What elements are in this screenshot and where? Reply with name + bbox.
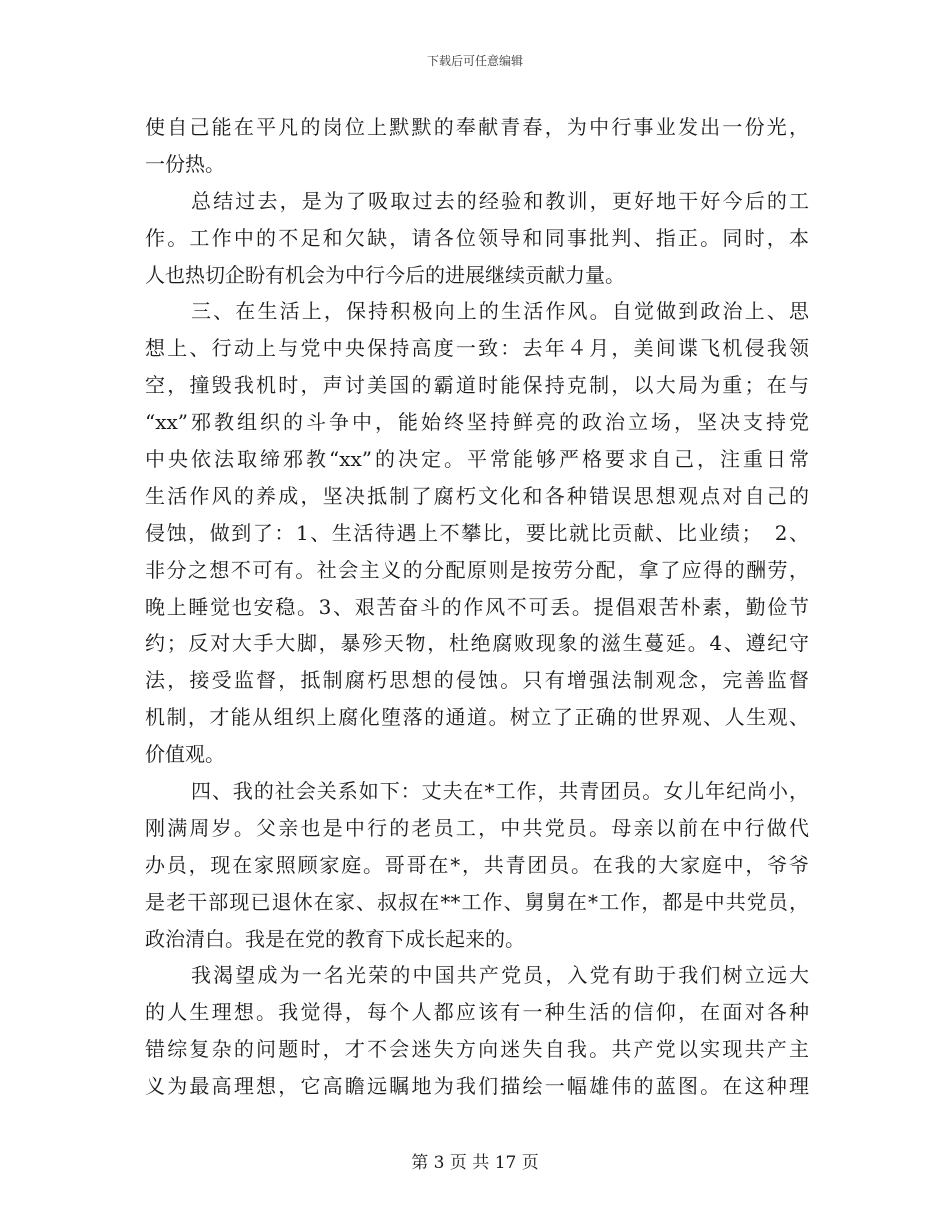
text-line: 空，撞毁我机时，声讨美国的霸道时能保持克制，以大局为重；在与 [145, 373, 809, 398]
text-line: 三、在生活上，保持积极向上的生活作风。自觉做到政治上、思 [191, 299, 809, 324]
paragraph [145, 773, 809, 957]
text-line: 一份热。 [145, 151, 225, 176]
text-line: 晚上睡觉也安稳。3、艰苦奋斗的作风不可丢。提倡艰苦朴素，勤俭节 [145, 594, 809, 619]
text-line: 作。工作中的不足和欠缺，请各位领导和同事批判、指正。同时，本 [145, 225, 809, 250]
text-line: 办员，现在家照顾家庭。哥哥在*，共青团员。在我的大家庭中，爷爷 [145, 852, 809, 877]
text-line: 生活作风的养成，坚决抵制了腐朽文化和各种错误思想观点对自己的 [145, 483, 809, 508]
text-line: 的人生理想。我觉得，每个人都应该有一种生活的信仰，在面对各种 [145, 1000, 809, 1025]
text-line: 中央依法取缔邪教“xx”的决定。平常能够严格要求自己，注重日常 [145, 447, 809, 472]
page-number-footer: 第 3 页 共 17 页 [411, 1153, 539, 1173]
text-line: 法，接受监督，抵制腐朽思想的侵蚀。只有增强法制观念，完善监督 [145, 668, 809, 693]
text-line: “xx”邪教组织的斗争中，能始终坚持鲜亮的政治立场，坚决支持党 [145, 410, 809, 435]
text-line: 是老干部现已退休在家、叔叔在**工作、舅舅在*工作，都是中共党员， [145, 889, 809, 914]
text-line: 非分之想不可有。社会主义的分配原则是按劳分配，拿了应得的酬劳， [145, 557, 809, 582]
text-line: 义为最高理想，它高瞻远瞩地为我们描绘一幅雄伟的蓝图。在这种理 [145, 1074, 809, 1099]
text-line: 侵蚀，做到了：1、生活待遇上不攀比，要比就比贡献、比业绩； 2、 [145, 520, 809, 545]
body-text [145, 109, 809, 1105]
text-line: 价值观。 [145, 742, 225, 767]
paragraph [145, 293, 809, 773]
text-line: 总结过去，是为了吸取过去的经验和教训，更好地干好今后的工 [191, 188, 809, 213]
text-line: 机制，才能从组织上腐化堕落的通道。树立了正确的世界观、人生观、 [145, 705, 809, 730]
text-line: 我渴望成为一名光荣的中国共产党员，入党有助于我们树立远大 [191, 963, 809, 988]
text-line: 刚满周岁。父亲也是中行的老员工，中共党员。母亲以前在中行做代 [145, 815, 809, 840]
page-header: 下载后可任意编辑 [426, 54, 523, 68]
text-line: 四、我的社会关系如下：丈夫在*工作，共青团员。女儿年纪尚小， [191, 779, 809, 804]
text-line: 使自己能在平凡的岗位上默默的奉献青春，为中行事业发出一份光， [145, 115, 809, 139]
text-line: 错综复杂的问题时，才不会迷失方向迷失自我。共产党以实现共产主 [145, 1037, 809, 1062]
text-line: 人也热切企盼有机会为中行今后的进展继续贡献力量。 [145, 262, 625, 287]
paragraph [145, 183, 809, 294]
text-line: 约；反对大手大脚，暴殄天物，杜绝腐败现象的滋生蔓延。4、遵纪守 [145, 631, 809, 656]
paragraph [145, 109, 809, 183]
text-line: 想上、行动上与党中央保持高度一致：去年４月，美间谍飞机侵我领 [145, 336, 809, 361]
paragraph [145, 957, 809, 1105]
text-line: 政治清白。我是在党的教育下成长起来的。 [145, 926, 525, 951]
